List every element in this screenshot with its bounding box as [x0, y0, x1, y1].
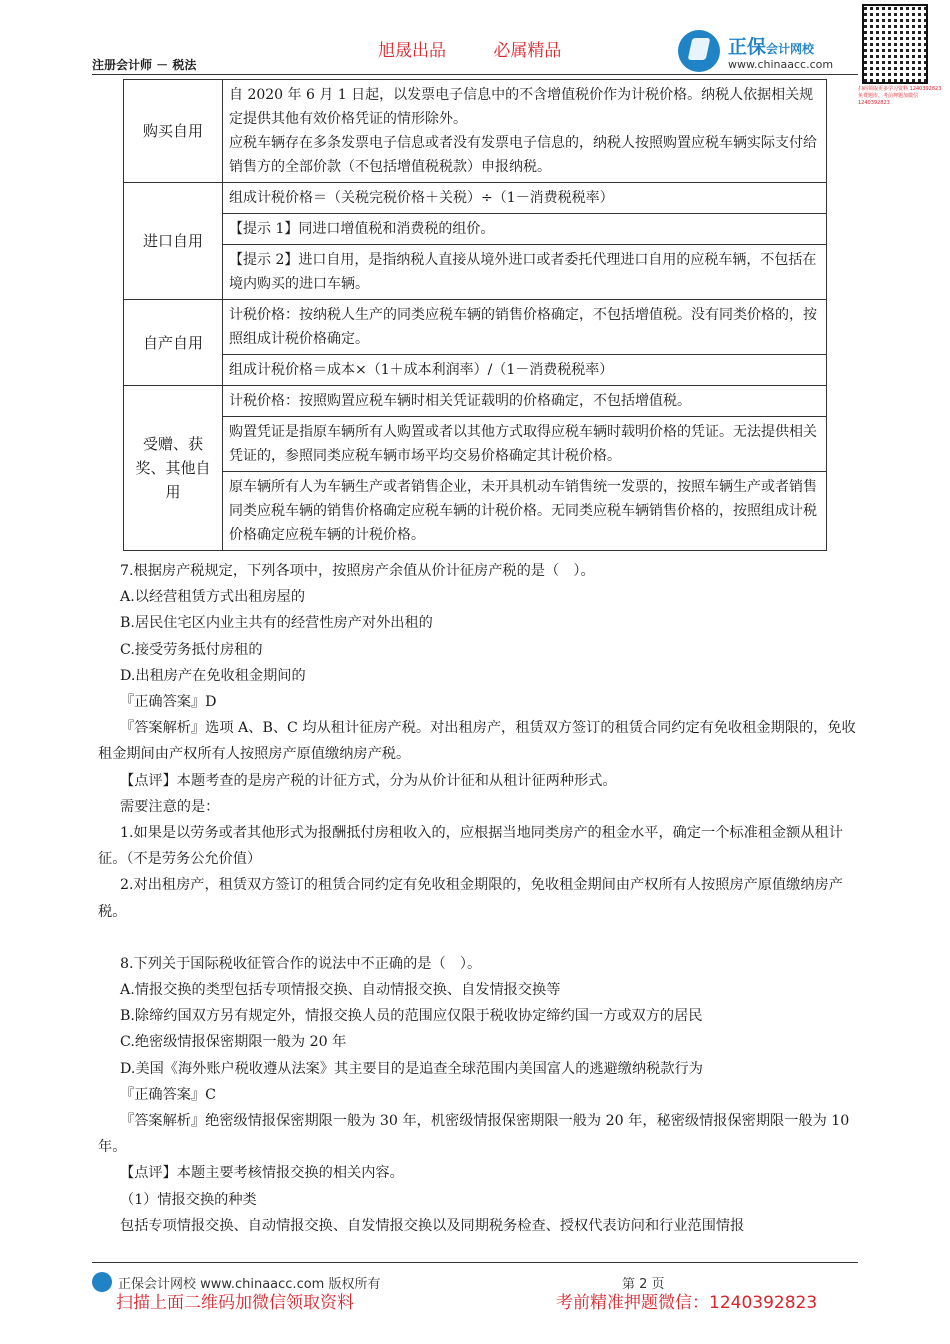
q8-answer: 『正确答案』C	[120, 1086, 216, 1103]
q7-option-a: A.以经营租赁方式出租房屋的	[120, 589, 306, 606]
table-row	[124, 183, 827, 214]
q8-sub-1-text: 包括专项情报交换、自动情报交换、自发情报交换以及同期税务检查、授权代表访问和行业范围情报	[120, 1217, 745, 1234]
row-cell: 计税价格：按纳税人生产的同类应税车辆的销售价格确定，不包括增值税。没有同类价格的，按照组成计税价格确定。	[223, 300, 827, 355]
brand-logo[interactable]	[678, 28, 858, 76]
q8-comment: 【点评】本题主要考核情报交换的相关内容。	[120, 1165, 404, 1182]
q8-analysis: 『答案解析』绝密级情报保密期限一般为 30 年，机密级情报保密期限一般为 20 年，秘密级情报保密期限一般为 10 年。	[98, 1113, 850, 1156]
row-cell: 计税价格：按照购置应税车辆时相关凭证载明的价格确定，不包括增值税。	[223, 386, 827, 417]
q7-analysis: 『答案解析』选项 A、B、C 均从租计征房产税。对出租房产，租赁双方签订的租赁合同约定有免收租金期限的，免收租金期间由产权所有人按照房产原值缴纳房产税。	[98, 720, 856, 763]
logo-icon	[678, 30, 720, 72]
row-category: 进口自用	[124, 183, 223, 300]
q8-stem: 8.下列关于国际税收征管合作的说法中不正确的是（ ）。	[120, 955, 482, 972]
table-row	[124, 386, 827, 417]
q7-stem: 7.根据房产税规定，下列各项中，按照房产余值从价计征房产税的是（ ）。	[120, 563, 595, 579]
q8-option-c: C.绝密级情报保密期限一般为 20 年	[120, 1034, 347, 1051]
q7-answer: 『正确答案』D	[120, 694, 217, 711]
row-cell: 购置凭证是指原车辆所有人购置或者以其他方式取得应税车辆时载明价格的凭证。无法提供相关凭证的，参照同类应税车辆市场平均交易价格确定其计税价格。	[223, 417, 827, 472]
q7-note-1: 1.如果是以劳务或者其他形式为报酬抵付房租收入的，应根据当地同类房产的租金水平，确定一个标准租金额从租计征。（不是劳务公允价值）	[98, 825, 843, 868]
row-cell: 组成计税价格＝成本×（1＋成本利润率）/（1－消费税税率）	[223, 355, 827, 386]
footer-promo-left: 扫描上面二维码加微信领取资料	[116, 1293, 354, 1313]
header-subject: 注册会计师 － 税法	[92, 58, 197, 72]
footer-copyright: 正保会计网校 www.chinaacc.com 版权所有	[118, 1277, 381, 1292]
table-row	[124, 214, 827, 245]
spacer	[98, 925, 860, 951]
row-category: 购买自用	[124, 80, 223, 183]
q7-option-d: D.出租房产在免收租金期间的	[120, 667, 306, 684]
table-row	[124, 417, 827, 472]
q8-option-b: B.除缔约国双方另有规定外，情报交换人员的范围应仅限于税收协定缔约国一方或双方的居民	[120, 1008, 703, 1025]
table-row	[124, 80, 827, 183]
q8-option-d: D.美国《海外账户税收遵从法案》其主要目的是追查全球范围内美国富人的逃避缴纳税款行为	[120, 1060, 703, 1077]
row-category: 受赠、获奖、其他自用	[124, 386, 223, 551]
header-red-left	[378, 36, 603, 61]
footer-promo-right: 考前精准押题微信：1240392823	[556, 1293, 818, 1313]
q7-note-title: 需要注意的是：	[120, 798, 220, 815]
row-cell: 原车辆所有人为车辆生产或者销售企业，未开具机动车销售统一发票的，按照车辆生产或者销售同类应税车辆的销售价格确定应税车辆的计税价格。无同类应税车辆销售价格的，按照组成计税价格确定应税车辆的计税价格。	[223, 472, 827, 551]
q7-note-2: 2.对出租房产，租赁双方签订的租赁合同约定有免收租金期限的，免收租金期间由产权所有人按照房产原值缴纳房产税。	[98, 877, 843, 920]
table-row	[124, 245, 827, 300]
tax-price-table	[123, 79, 827, 551]
qr-note: 扫码领取更多学习资料 1240392823 免费题库，考前押题加微信 1240392823	[858, 86, 942, 106]
row-cell: 【提示 1】同进口增值税和消费税的组价。	[223, 214, 827, 245]
header-red-text-2: 必属精品	[493, 41, 562, 61]
footer-divider	[92, 1262, 858, 1263]
header-red-text-1: 旭晟出品	[378, 41, 446, 61]
table-row	[124, 472, 827, 551]
q8-sub-1: （1）情报交换的种类	[120, 1191, 257, 1208]
logo-url: www.chinaacc.com	[728, 58, 834, 71]
qr-code-icon	[862, 4, 928, 84]
q7-option-b: B.居民住宅区内业主共有的经营性房产对外出租的	[120, 615, 433, 632]
page-number: 第 2 页	[622, 1277, 665, 1292]
table-row	[124, 300, 827, 355]
logo-sub: 会计网校	[766, 42, 815, 56]
row-cell: 组成计税价格＝（关税完税价格＋关税）÷（1－消费税税率）	[223, 183, 827, 214]
footer-logo-icon	[92, 1272, 112, 1292]
row-cell: 【提示 2】进口自用，是指纳税人直接从境外进口或者委托代理进口自用的应税车辆，不包括在境内购买的进口车辆。	[223, 245, 827, 300]
question-content	[98, 558, 860, 1239]
q8-option-a: A.情报交换的类型包括专项情报交换、自动情报交换、自发情报交换等	[120, 982, 561, 999]
q7-option-c: C.接受劳务抵付房租的	[120, 641, 263, 658]
logo-name: 正保	[728, 36, 767, 58]
table-row	[124, 355, 827, 386]
q7-comment: 【点评】本题考查的是房产税的计征方式，分为从价计征和从租计征两种形式。	[120, 772, 617, 789]
row-cell: 自 2020 年 6 月 1 日起，以发票电子信息中的不含增值税价作为计税价格。纳税人依据相关规定提供其他有效价格凭证的情形除外。 应税车辆存在多条发票电子信息或者没有发票电子信息的，纳税人按照购置应税车辆实际支付给销售方的全部价款（不包括增值税税款）申报纳税。	[223, 80, 827, 183]
row-category: 自产自用	[124, 300, 223, 386]
